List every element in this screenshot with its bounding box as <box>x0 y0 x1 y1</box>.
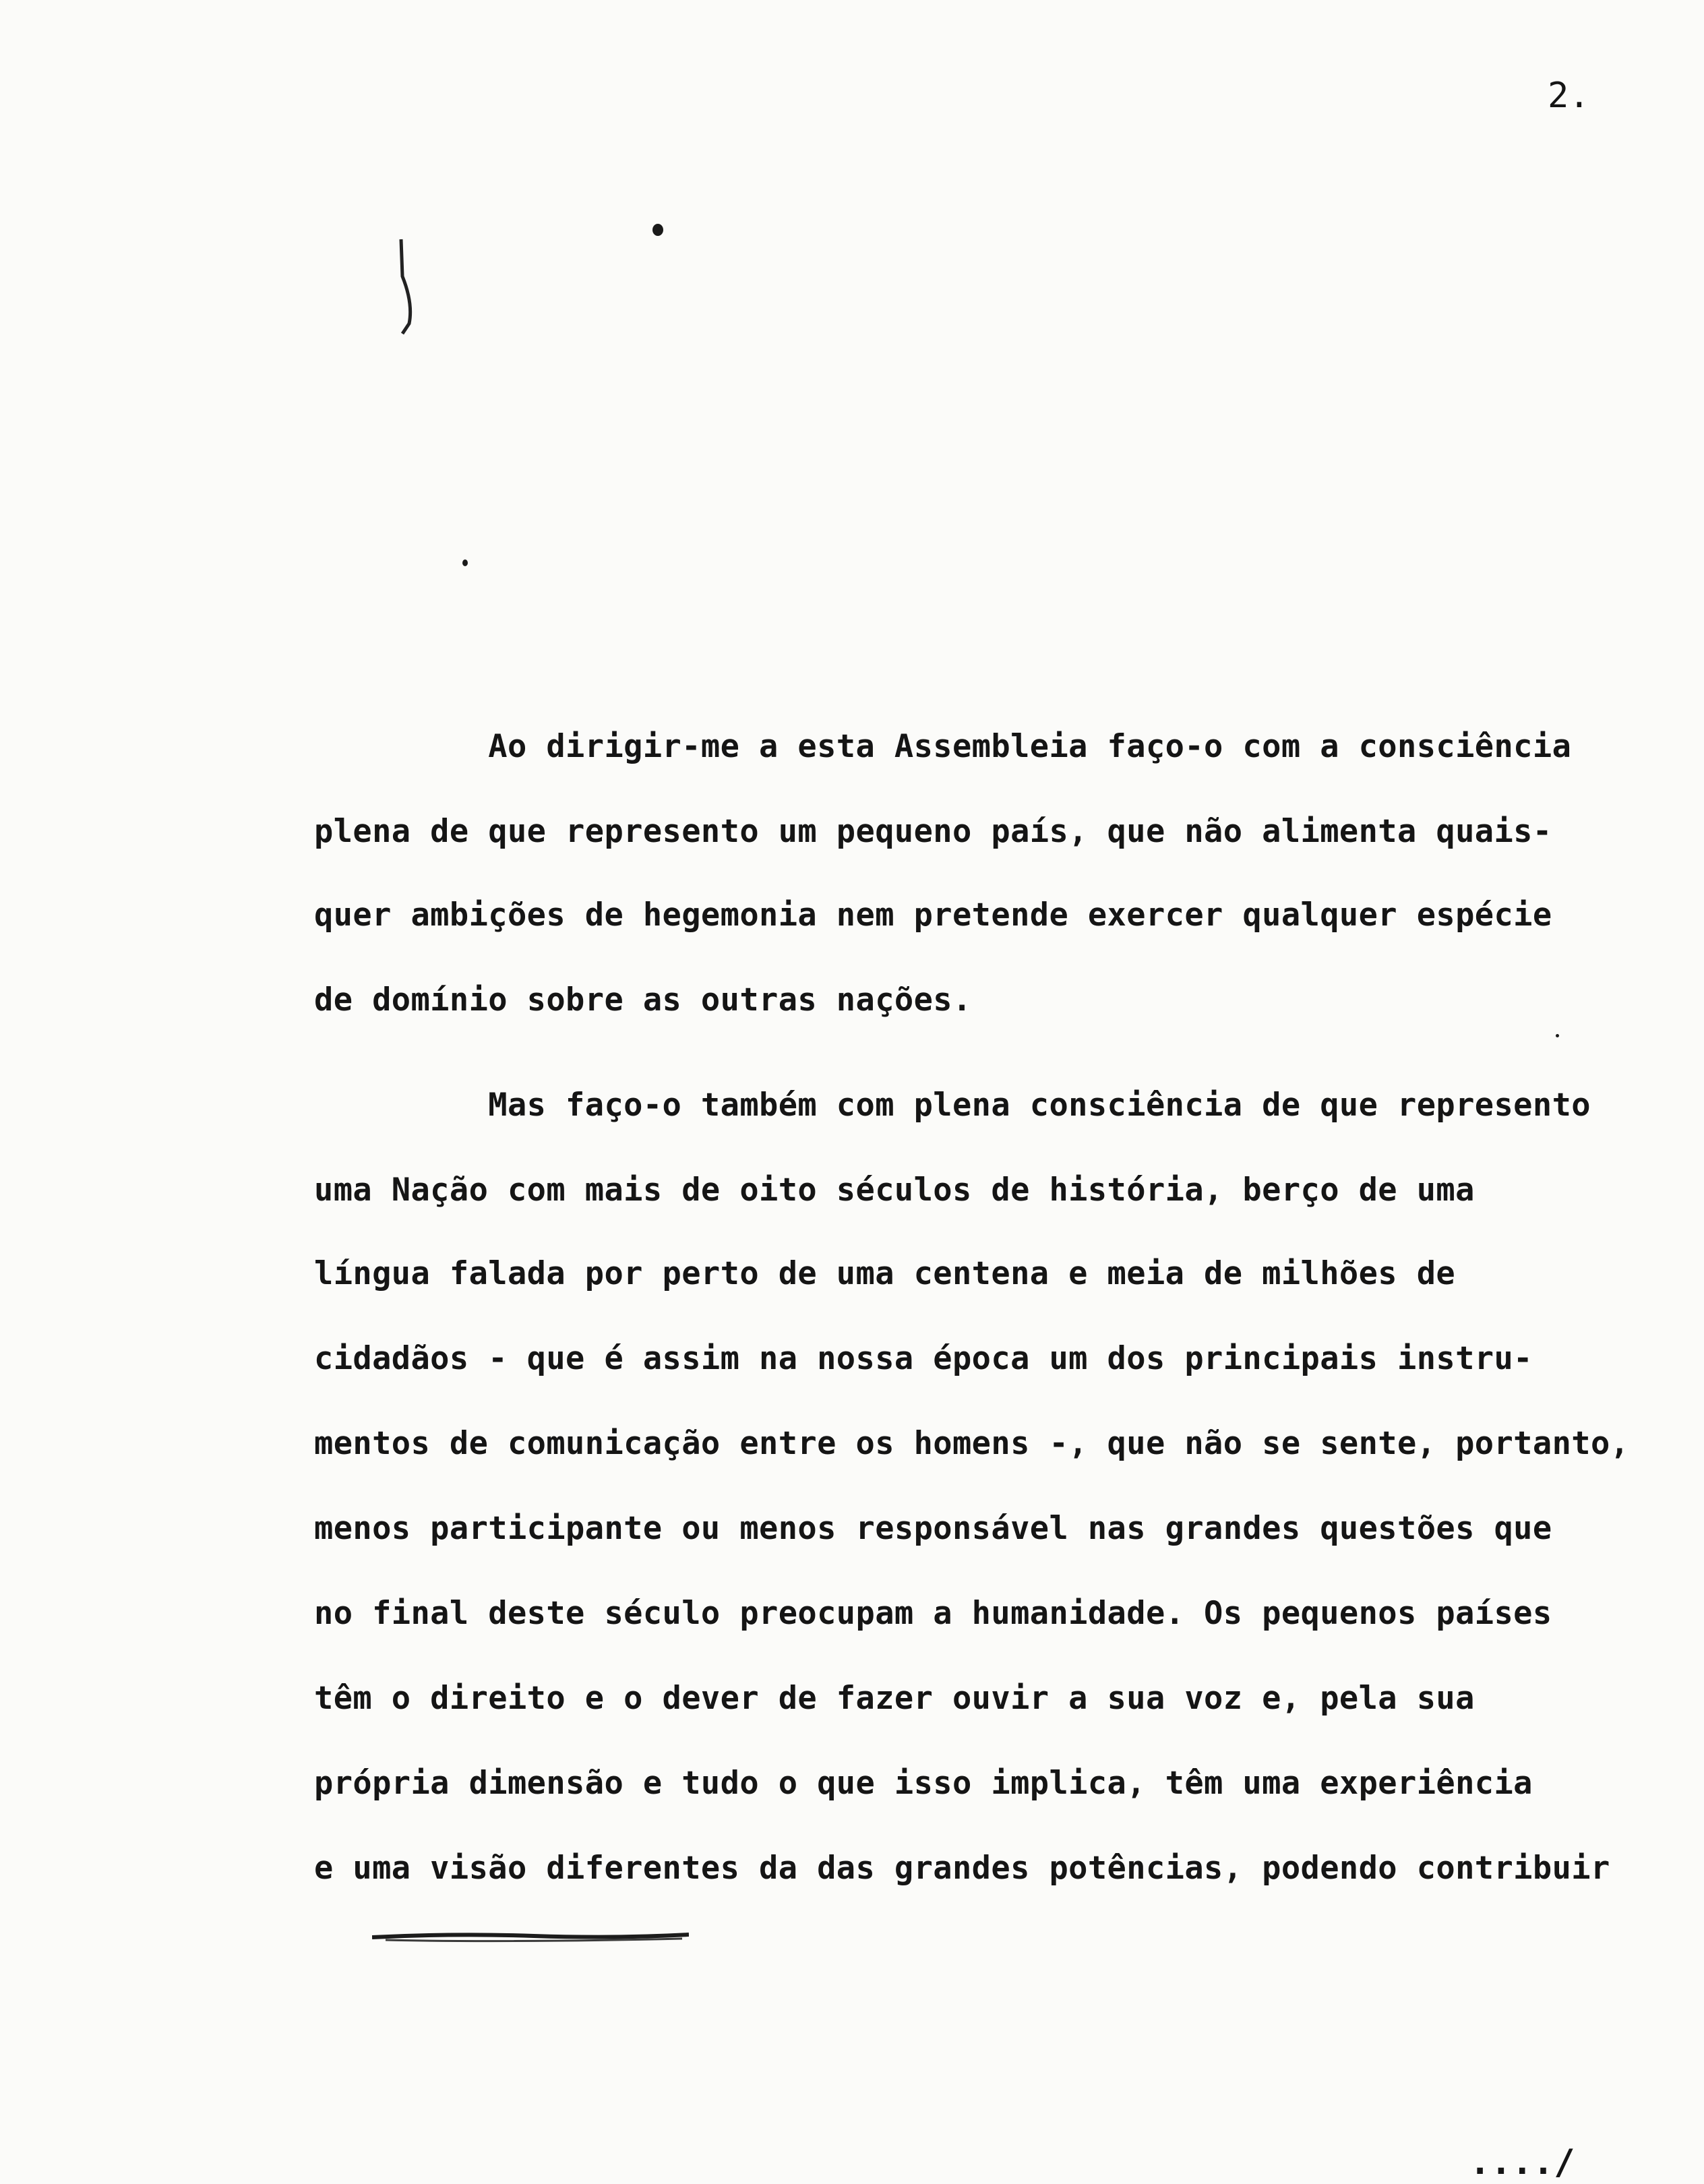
text-line: e uma visão diferentes da das grandes potências, podendo contribuir <box>314 1850 1610 1887</box>
text-line: quer ambições de hegemonia nem pretende exercer qualquer espécie <box>314 897 1552 934</box>
scan-speck <box>1556 1034 1559 1037</box>
page-number: 2. <box>1548 75 1590 116</box>
text-line: mentos de comunicação entre os homens -, que não se sente, portanto, <box>314 1425 1630 1462</box>
text-line: própria dimensão e tudo o que isso implica, têm uma experiência <box>314 1765 1533 1802</box>
continuation-mark: ..../ <box>1469 2142 1575 2183</box>
text-line: menos participante ou menos responsável nas grandes questões que <box>314 1510 1552 1547</box>
text-line: uma Nação com mais de oito séculos de história, berço de uma <box>314 1172 1475 1209</box>
scan-speck <box>462 559 468 566</box>
text-line: Ao dirigir-me a esta Assembleia faço-o com a consciência <box>314 728 1572 765</box>
text-line: de domínio sobre as outras nações. <box>314 981 972 1019</box>
text-line: no final deste século preocupam a humanidade. Os pequenos países <box>314 1595 1552 1632</box>
struck-underline-mark <box>372 1929 689 1944</box>
text-line: língua falada por perto de uma centena e meia de milhões de <box>314 1255 1456 1292</box>
text-line: têm o direito e o dever de fazer ouvir a sua voz e, pela sua <box>314 1680 1475 1717</box>
scan-speck <box>652 224 663 236</box>
text-line: cidadãos - que é assim na nossa época um dos principais instru- <box>314 1340 1533 1377</box>
text-line: Mas faço-o também com plena consciência de que represento <box>314 1087 1591 1124</box>
scan-mark <box>394 236 421 337</box>
text-line: plena de que represento um pequeno país, que não alimenta quais- <box>314 813 1552 850</box>
